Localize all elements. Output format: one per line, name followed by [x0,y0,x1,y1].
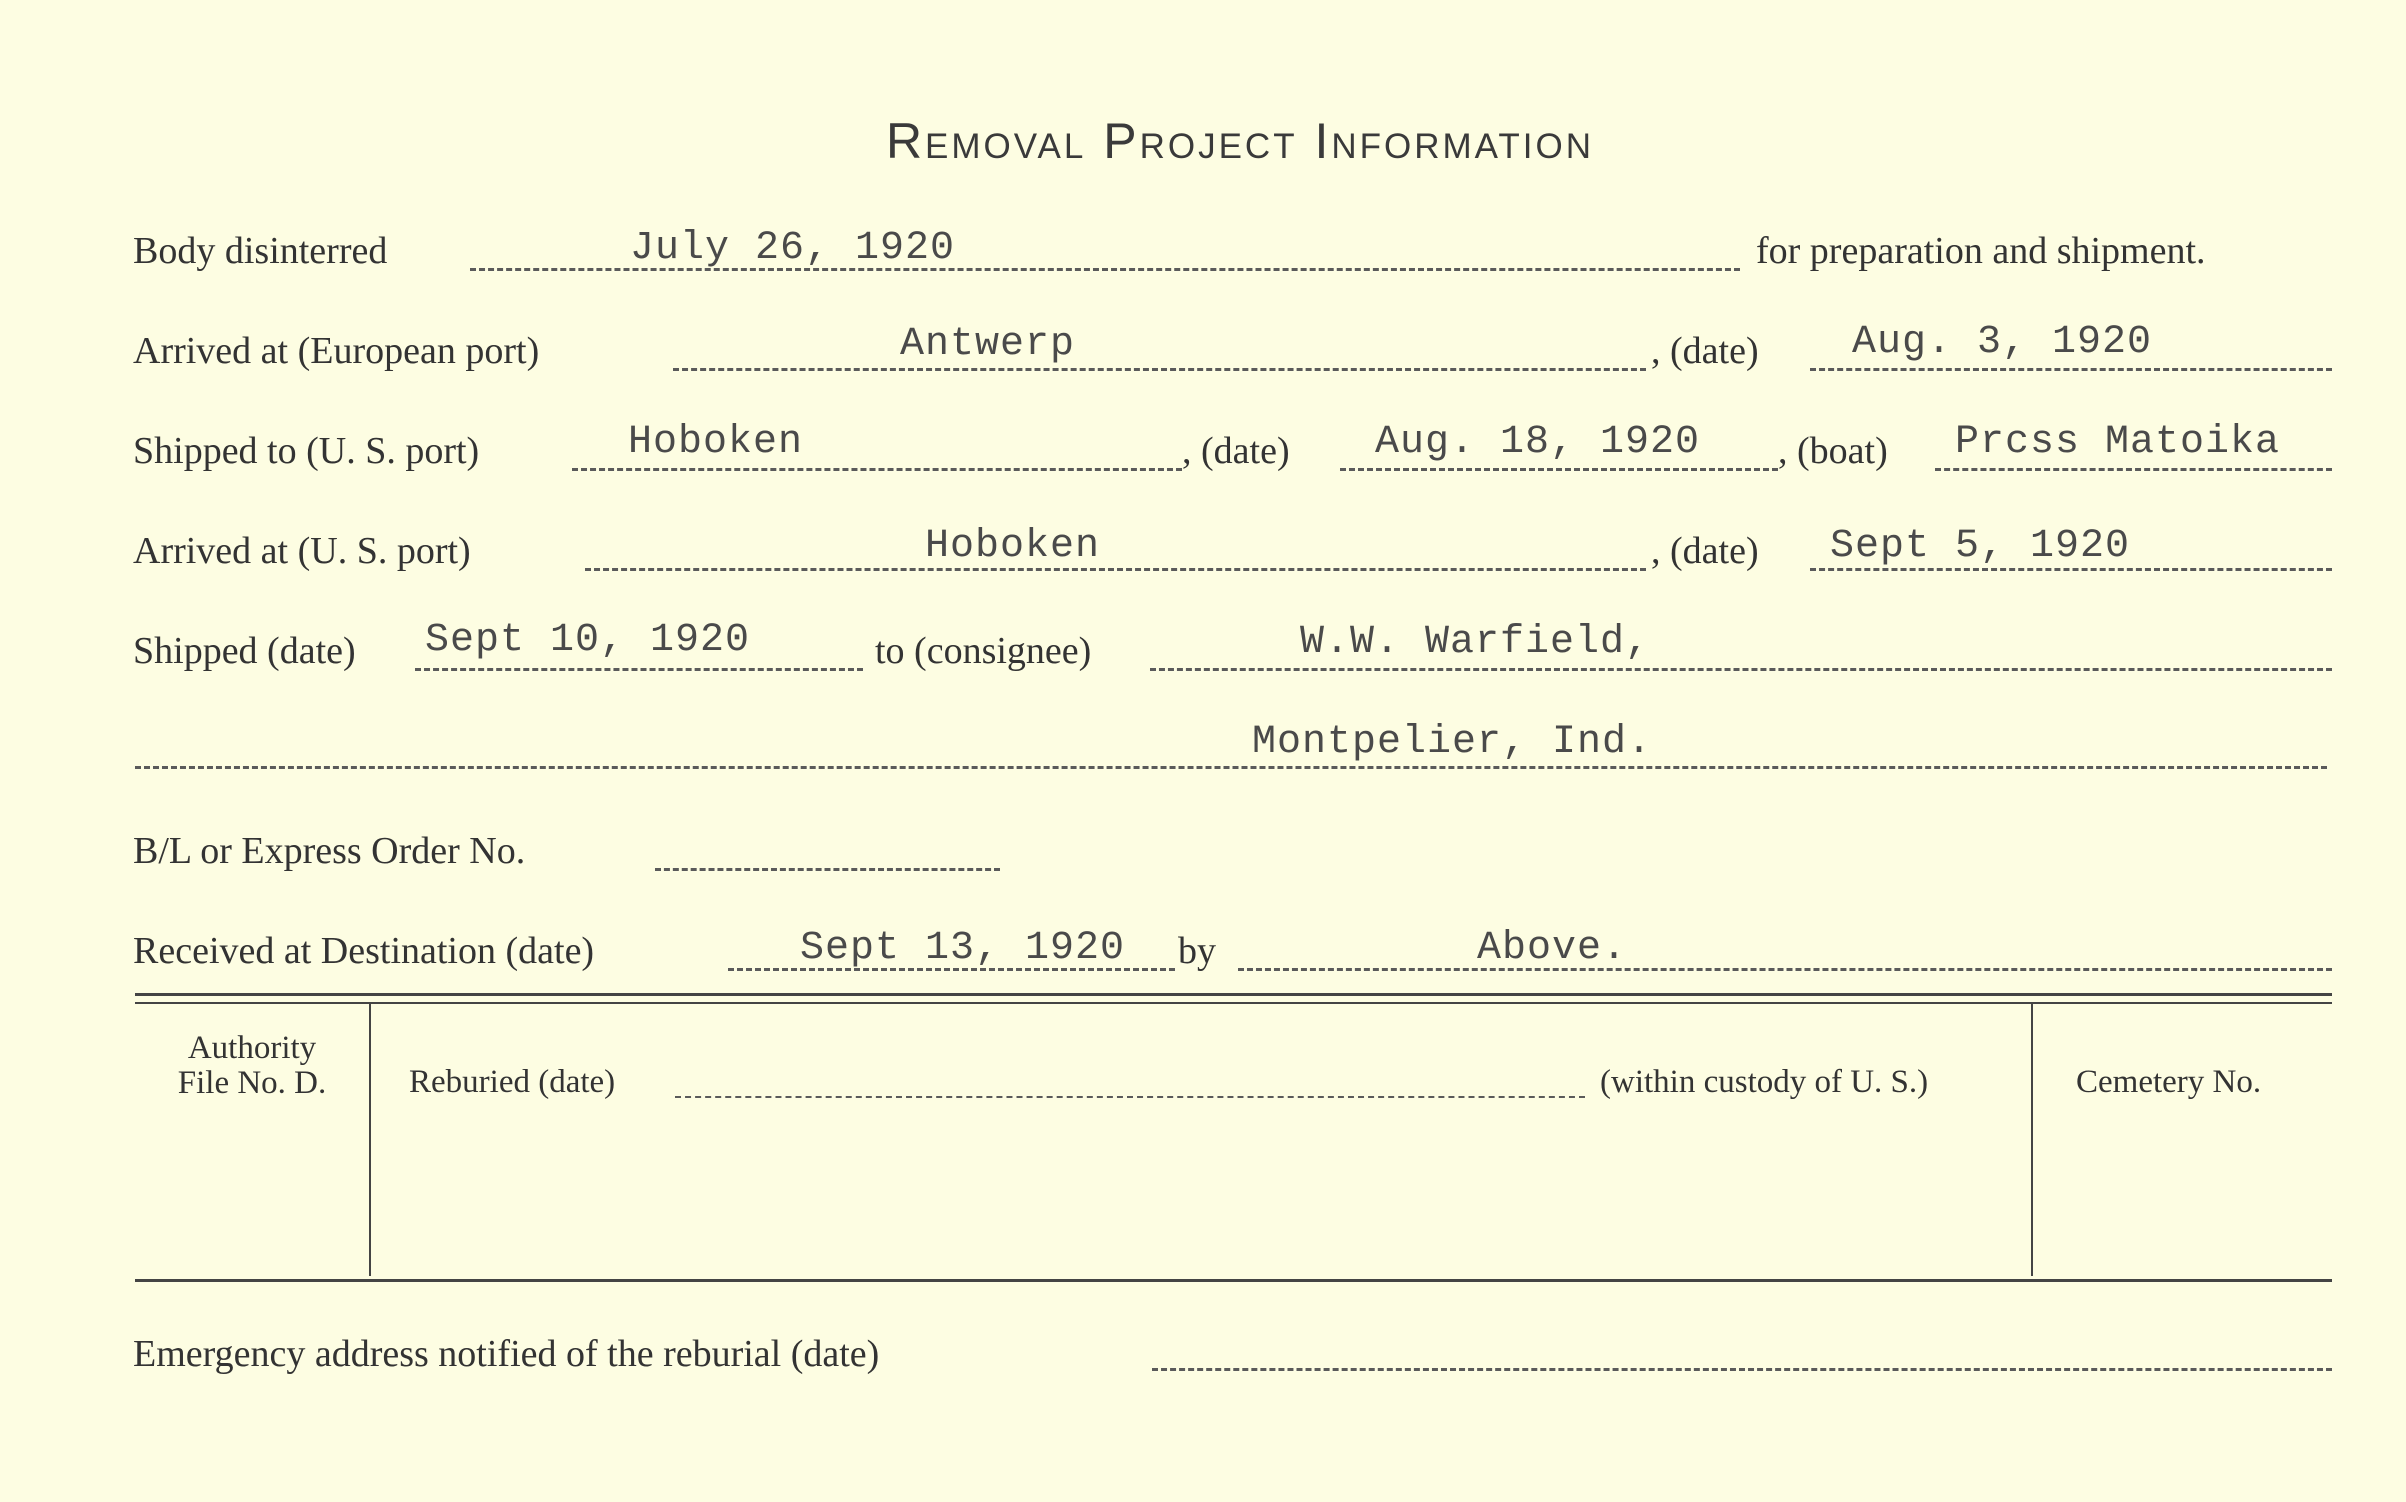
consignee-line [1150,668,2332,671]
received-by-label: by [1178,930,1216,972]
arrived-us-label: Arrived at (U. S. port) [133,530,471,572]
arrived-european-port: Antwerp [900,322,1076,367]
shipped-us-port: Hoboken [628,420,804,465]
received-by-line [1238,968,2332,971]
authority-line2: File No. D. [177,1065,327,1101]
reburied-label: Reburied (date) [409,1064,616,1100]
shipped-us-date-line [1340,468,1778,471]
body-disinterred-label: Body disinterred [133,230,388,272]
shipped-us-boat-line [1935,468,2332,471]
consignee-name: W.W. Warfield, [1300,620,1651,665]
arrived-european-label: Arrived at (European port) [133,330,540,372]
body-disinterred-value: July 26, 1920 [630,226,956,271]
table-divider-right [2031,1002,2033,1276]
shipped-us-date-label: , (date) [1182,430,1290,472]
shipped-date: Sept 10, 1920 [425,618,751,663]
received-label: Received at Destination (date) [133,930,595,972]
arrived-european-date: Aug. 3, 1920 [1852,320,2153,365]
consignee-address-line [135,766,2327,769]
body-disinterred-suffix: for preparation and shipment. [1756,230,2206,272]
shipped-us-date: Aug. 18, 1920 [1375,420,1701,465]
consignee-address: Montpelier, Ind. [1252,720,1653,765]
consignee-label: to (consignee) [875,630,1092,672]
shipped-us-boat-label: , (boat) [1778,430,1888,472]
arrived-us-port: Hoboken [925,524,1101,569]
emergency-line [1152,1368,2332,1371]
arrived-european-date-line [1810,368,2332,371]
authority-line1: Authority [187,1030,317,1066]
reburied-line [675,1096,1585,1098]
arrived-us-date-label: , (date) [1651,530,1759,572]
shipped-date-line [415,668,863,671]
table-bottom-rule [135,1279,2332,1282]
received-by: Above. [1477,926,1628,971]
cemetery-label: Cemetery No. [2076,1064,2262,1100]
arrived-european-port-line [673,368,1646,371]
arrived-us-port-line [585,568,1646,571]
shipped-date-label: Shipped (date) [133,630,356,672]
custody-label: (within custody of U. S.) [1600,1064,1929,1100]
table-divider-left [369,1002,371,1276]
emergency-label: Emergency address notified of the reburial (date) [133,1333,880,1375]
received-date: Sept 13, 1920 [800,926,1126,971]
table-top-rule-inner [135,1002,2332,1004]
shipped-us-boat: Prcss Matoika [1955,420,2281,465]
page-title: Removal Project Information [885,113,1595,169]
arrived-european-date-label: , (date) [1651,330,1759,372]
bl-order-line [655,868,1000,871]
shipped-us-port-line [572,468,1182,471]
bl-order-label: B/L or Express Order No. [133,830,526,872]
table-top-rule [135,993,2332,996]
arrived-us-date: Sept 5, 1920 [1830,524,2131,569]
shipped-us-label: Shipped to (U. S. port) [133,430,480,472]
